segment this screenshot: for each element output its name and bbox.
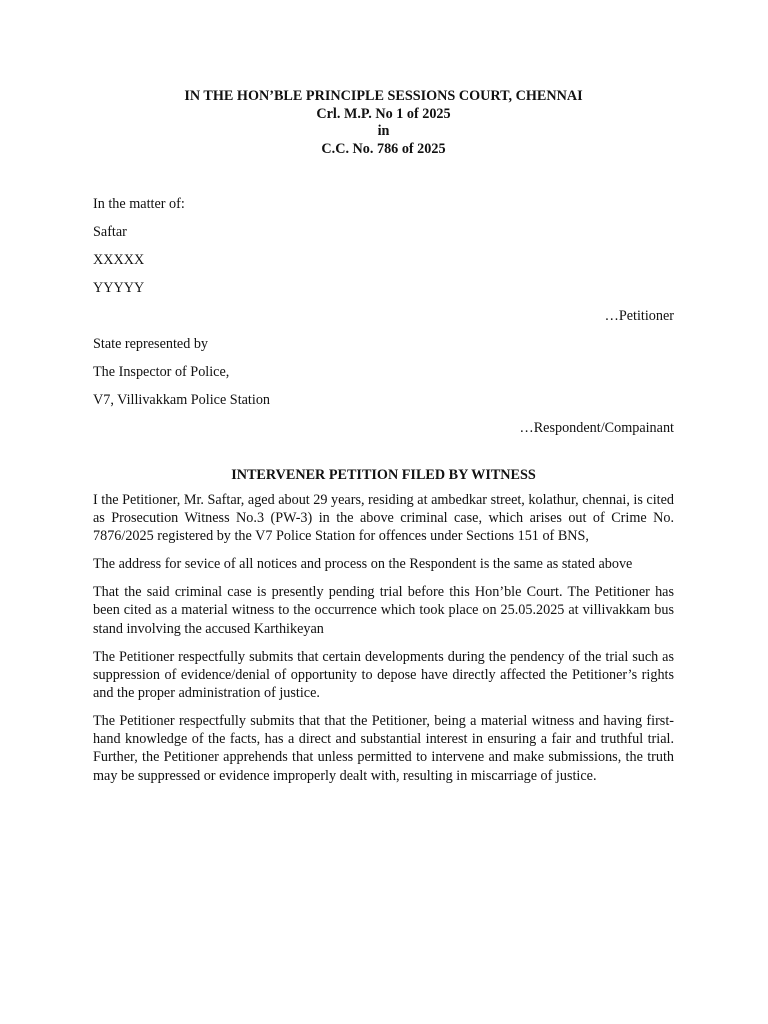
in-matter-label: In the matter of: <box>93 196 185 213</box>
court-name: IN THE HON’BLE PRINCIPLE SESSIONS COURT, CHENNAI <box>184 88 583 104</box>
paragraph-3: That the said criminal case is presently pending trial before this Hon’ble Court. The Petitioner has been cited as a material witness to the occurrence which took place on 25.05.2025 at villivakkam bus stand involving the accused Karthikeyan <box>93 584 674 637</box>
paragraph-1: I the Petitioner, Mr. Saftar, aged about 29 years, residing at ambedkar street, kolathur, chennai, is cited as Prosecution Witness No.3 (PW-3) in the above criminal case, which arises out of Crime No. 7876/2025 registered by the V7 Police Station for offences under Sections 151 of BNS, <box>93 491 674 545</box>
petition-title: INTERVENER PETITION FILED BY WITNESS <box>231 466 536 483</box>
respondent-line-1: State represented by <box>93 336 209 353</box>
paragraph-4: The Petitioner respectfully submits that certain developments during the pendency of the trial such as suppression of evidence/denial of opportunity to depose have directly affected the Petitioner’s rights and the proper administration of justice. <box>93 648 674 701</box>
petition-body <box>93 491 674 785</box>
paragraph-2: The address for sevice of all notices and process on the Respondent is the same as stated above <box>93 556 633 573</box>
petitioner-address-line-2: YYYYY <box>93 280 145 297</box>
respondent-role: …Respondent/Compainant <box>519 420 674 437</box>
case-number: C.C. No. 786 of 2025 <box>321 140 446 157</box>
petitioner-name: Saftar <box>93 224 127 241</box>
case-heading <box>93 88 674 158</box>
petition-number: Crl. M.P. No 1 of 2025 <box>316 105 451 122</box>
in-connector: in <box>377 123 390 140</box>
petitioner-address-line-1: XXXXX <box>93 252 145 269</box>
respondent-line-2: The Inspector of Police, <box>93 364 230 381</box>
paragraph-5: The Petitioner respectfully submits that that the Petitioner, being a material witness and having first-hand knowledge of the facts, has a direct and substantial interest in ensuring a fair and truthful trial. Further, the Petitioner apprehends that unless permitted to intervene and make submissions, the truth may be suppressed or evidence improperly dealt with, resulting in miscarriage of justice. <box>93 713 674 784</box>
parties-section <box>93 195 674 437</box>
respondent-line-3: V7, Villivakkam Police Station <box>93 392 271 409</box>
petitioner-role: …Petitioner <box>604 308 674 325</box>
